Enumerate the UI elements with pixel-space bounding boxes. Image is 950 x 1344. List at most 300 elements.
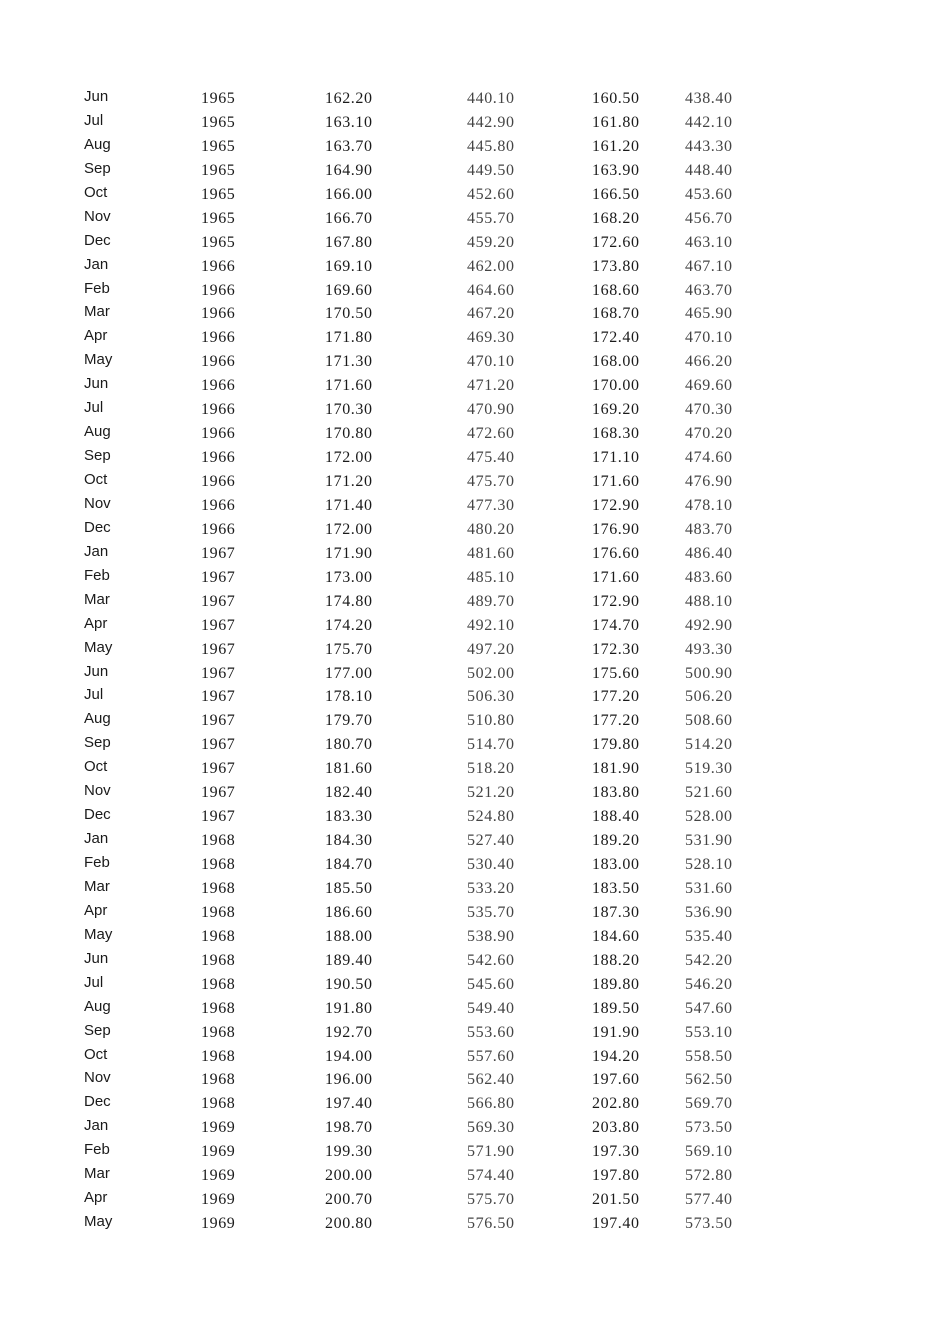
value-cell-3: 173.80	[592, 257, 640, 275]
month-cell: Feb	[84, 854, 110, 871]
value-cell-2: 464.60	[467, 281, 515, 299]
table-row	[0, 853, 950, 877]
value-cell-1: 172.00	[325, 449, 373, 467]
table-row	[0, 350, 950, 374]
year-cell: 1965	[201, 137, 236, 155]
value-cell-3: 194.20	[592, 1047, 640, 1065]
value-cell-1: 172.00	[325, 520, 373, 538]
year-cell: 1967	[201, 616, 236, 634]
value-cell-3: 168.60	[592, 281, 640, 299]
value-cell-3: 203.80	[592, 1119, 640, 1137]
value-cell-4: 531.60	[685, 879, 733, 897]
value-cell-4: 469.60	[685, 377, 733, 395]
value-cell-1: 170.30	[325, 401, 373, 419]
value-cell-1: 163.70	[325, 137, 373, 155]
table-row	[0, 374, 950, 398]
value-cell-1: 188.00	[325, 927, 373, 945]
value-cell-4: 569.10	[685, 1143, 733, 1161]
value-cell-4: 474.60	[685, 449, 733, 467]
value-cell-1: 163.10	[325, 113, 373, 131]
year-cell: 1967	[201, 808, 236, 826]
value-cell-4: 483.70	[685, 520, 733, 538]
value-cell-2: 475.40	[467, 449, 515, 467]
table-row	[0, 638, 950, 662]
month-cell: Sep	[84, 159, 111, 177]
value-cell-4: 470.20	[685, 425, 733, 443]
month-cell: Dec	[84, 1093, 111, 1111]
table-row	[0, 398, 950, 422]
month-cell: Apr	[84, 901, 108, 919]
value-cell-1: 171.20	[325, 473, 373, 490]
value-cell-2: 530.40	[467, 856, 515, 873]
year-cell: 1965	[201, 209, 236, 227]
value-cell-1: 170.80	[325, 425, 373, 443]
month-cell: Jun	[84, 88, 109, 105]
year-cell: 1968	[201, 832, 236, 850]
value-cell-4: 528.00	[685, 808, 733, 826]
table-row	[0, 829, 950, 853]
year-cell: 1969	[201, 1167, 236, 1185]
year-cell: 1967	[201, 664, 236, 682]
table-row	[0, 709, 950, 733]
value-cell-2: 481.60	[467, 544, 515, 562]
table-row	[0, 925, 950, 949]
value-cell-3: 183.80	[592, 784, 640, 802]
year-cell: 1967	[201, 640, 236, 658]
month-cell: Oct	[84, 471, 108, 488]
year-cell: 1968	[201, 1023, 236, 1041]
value-cell-4: 577.40	[685, 1191, 733, 1209]
table-row	[0, 207, 950, 231]
year-cell: 1968	[201, 879, 236, 897]
month-cell: Mar	[84, 1165, 110, 1183]
month-cell: Sep	[84, 734, 111, 752]
value-cell-2: 502.00	[467, 664, 515, 682]
value-cell-2: 445.80	[467, 137, 515, 155]
table-row	[0, 901, 950, 925]
value-cell-2: 469.30	[467, 329, 515, 347]
value-cell-4: 562.50	[685, 1071, 733, 1089]
value-cell-3: 172.90	[592, 496, 640, 514]
month-cell: Feb	[84, 279, 110, 297]
value-cell-1: 178.10	[325, 688, 373, 706]
month-cell: Dec	[84, 231, 111, 249]
year-cell: 1968	[201, 903, 236, 921]
value-cell-4: 514.20	[685, 736, 733, 754]
table-row	[0, 973, 950, 997]
value-cell-1: 184.70	[325, 856, 373, 873]
month-cell: Jul	[84, 111, 104, 129]
value-cell-4: 463.70	[685, 281, 733, 299]
month-cell: Apr	[84, 614, 108, 632]
table-row	[0, 997, 950, 1021]
value-cell-4: 438.40	[685, 90, 733, 107]
year-cell: 1965	[201, 113, 236, 131]
month-cell: Aug	[84, 135, 111, 153]
value-cell-4: 553.10	[685, 1023, 733, 1041]
year-cell: 1966	[201, 281, 236, 299]
month-cell: Sep	[84, 447, 111, 465]
value-cell-3: 191.90	[592, 1023, 640, 1041]
value-cell-3: 183.50	[592, 879, 640, 897]
table-row	[0, 111, 950, 135]
value-cell-1: 190.50	[325, 975, 373, 993]
value-cell-3: 197.30	[592, 1143, 640, 1161]
value-cell-4: 443.30	[685, 137, 733, 155]
year-cell: 1969	[201, 1191, 236, 1209]
value-cell-1: 186.60	[325, 903, 373, 921]
value-cell-1: 175.70	[325, 640, 373, 658]
table-row	[0, 446, 950, 470]
value-cell-2: 459.20	[467, 233, 515, 251]
year-cell: 1967	[201, 784, 236, 802]
month-cell: Apr	[84, 327, 108, 345]
value-cell-3: 201.50	[592, 1191, 640, 1209]
value-cell-1: 174.20	[325, 616, 373, 634]
year-cell: 1966	[201, 329, 236, 347]
year-cell: 1966	[201, 257, 236, 275]
value-cell-3: 189.50	[592, 999, 640, 1017]
value-cell-1: 177.00	[325, 664, 373, 682]
year-cell: 1969	[201, 1143, 236, 1161]
year-cell: 1968	[201, 856, 236, 873]
table-row	[0, 685, 950, 709]
value-cell-2: 489.70	[467, 592, 515, 610]
month-cell: Jun	[84, 375, 109, 393]
value-cell-1: 169.60	[325, 281, 373, 299]
value-cell-2: 527.40	[467, 832, 515, 850]
month-cell: May	[84, 1213, 113, 1231]
table-row	[0, 87, 950, 111]
value-cell-3: 174.70	[592, 616, 640, 634]
value-cell-2: 452.60	[467, 185, 515, 203]
value-cell-1: 182.40	[325, 784, 373, 802]
value-cell-1: 170.50	[325, 305, 373, 323]
table-row	[0, 255, 950, 279]
value-cell-4: 465.90	[685, 305, 733, 323]
table-row	[0, 135, 950, 159]
table-row	[0, 733, 950, 757]
year-cell: 1966	[201, 305, 236, 323]
value-cell-4: 442.10	[685, 113, 733, 131]
table-row	[0, 279, 950, 303]
year-cell: 1966	[201, 520, 236, 538]
value-cell-3: 197.80	[592, 1167, 640, 1185]
month-cell: Aug	[84, 710, 111, 728]
value-cell-1: 174.80	[325, 592, 373, 610]
value-cell-2: 467.20	[467, 305, 515, 323]
month-cell: May	[84, 638, 113, 656]
year-cell: 1968	[201, 999, 236, 1017]
value-cell-3: 176.60	[592, 544, 640, 562]
table-row	[0, 1116, 950, 1140]
value-cell-4: 486.40	[685, 544, 733, 562]
value-cell-3: 176.90	[592, 520, 640, 538]
value-cell-1: 171.30	[325, 353, 373, 371]
month-cell: Aug	[84, 423, 111, 441]
value-cell-3: 187.30	[592, 903, 640, 921]
value-cell-2: 514.70	[467, 736, 515, 754]
table-row	[0, 1140, 950, 1164]
value-cell-2: 569.30	[467, 1119, 515, 1137]
month-cell: Jan	[84, 542, 109, 560]
value-cell-2: 576.50	[467, 1215, 515, 1233]
value-cell-2: 571.90	[467, 1143, 515, 1161]
value-cell-2: 506.30	[467, 688, 515, 706]
value-cell-1: 197.40	[325, 1095, 373, 1113]
month-cell: Jun	[84, 949, 109, 967]
value-cell-4: 528.10	[685, 856, 733, 873]
value-cell-3: 189.80	[592, 975, 640, 993]
value-cell-4: 493.30	[685, 640, 733, 658]
value-cell-4: 488.10	[685, 592, 733, 610]
table-row	[0, 590, 950, 614]
table-row	[0, 1021, 950, 1045]
value-cell-2: 538.90	[467, 927, 515, 945]
value-cell-4: 508.60	[685, 712, 733, 730]
table-row	[0, 518, 950, 542]
value-cell-2: 542.60	[467, 951, 515, 969]
table-row	[0, 470, 950, 494]
year-cell: 1968	[201, 975, 236, 993]
value-cell-3: 175.60	[592, 664, 640, 682]
value-cell-3: 197.60	[592, 1071, 640, 1089]
value-cell-3: 170.00	[592, 377, 640, 395]
value-cell-1: 166.70	[325, 209, 373, 227]
value-cell-4: 535.40	[685, 927, 733, 945]
value-cell-2: 455.70	[467, 209, 515, 227]
value-cell-4: 506.20	[685, 688, 733, 706]
year-cell: 1968	[201, 927, 236, 945]
table-row	[0, 614, 950, 638]
value-cell-3: 179.80	[592, 736, 640, 754]
value-cell-4: 531.90	[685, 832, 733, 850]
month-cell: Oct	[84, 758, 108, 776]
table-row	[0, 566, 950, 590]
value-cell-3: 171.60	[592, 473, 640, 490]
year-cell: 1966	[201, 401, 236, 419]
month-cell: Oct	[84, 1045, 108, 1063]
value-cell-2: 480.20	[467, 520, 515, 538]
month-cell: Jul	[84, 399, 104, 417]
value-cell-2: 470.10	[467, 353, 515, 371]
year-cell: 1966	[201, 473, 236, 490]
data-table	[0, 87, 950, 1236]
year-cell: 1967	[201, 592, 236, 610]
value-cell-4: 547.60	[685, 999, 733, 1017]
year-cell: 1965	[201, 161, 236, 179]
value-cell-1: 194.00	[325, 1047, 373, 1065]
value-cell-3: 202.80	[592, 1095, 640, 1113]
table-row	[0, 1045, 950, 1069]
table-row	[0, 781, 950, 805]
year-cell: 1966	[201, 353, 236, 371]
table-row	[0, 1188, 950, 1212]
value-cell-1: 184.30	[325, 832, 373, 850]
year-cell: 1966	[201, 449, 236, 467]
value-cell-1: 183.30	[325, 808, 373, 826]
value-cell-3: 188.20	[592, 951, 640, 969]
year-cell: 1965	[201, 185, 236, 203]
value-cell-3: 166.50	[592, 185, 640, 203]
value-cell-2: 470.90	[467, 401, 515, 419]
year-cell: 1967	[201, 760, 236, 778]
month-cell: Jul	[84, 686, 104, 704]
value-cell-3: 171.10	[592, 449, 640, 467]
table-row	[0, 1092, 950, 1116]
month-cell: Mar	[84, 590, 110, 608]
value-cell-2: 562.40	[467, 1071, 515, 1089]
table-row	[0, 757, 950, 781]
value-cell-3: 172.40	[592, 329, 640, 347]
value-cell-3: 172.60	[592, 233, 640, 251]
value-cell-2: 440.10	[467, 90, 515, 107]
value-cell-4: 456.70	[685, 209, 733, 227]
value-cell-3: 184.60	[592, 927, 640, 945]
value-cell-2: 533.20	[467, 879, 515, 897]
table-row	[0, 183, 950, 207]
value-cell-2: 449.50	[467, 161, 515, 179]
table-row	[0, 949, 950, 973]
value-cell-2: 553.60	[467, 1023, 515, 1041]
value-cell-2: 557.60	[467, 1047, 515, 1065]
value-cell-2: 471.20	[467, 377, 515, 395]
value-cell-3: 172.90	[592, 592, 640, 610]
value-cell-1: 192.70	[325, 1023, 373, 1041]
value-cell-2: 545.60	[467, 975, 515, 993]
value-cell-4: 521.60	[685, 784, 733, 802]
value-cell-1: 191.80	[325, 999, 373, 1017]
value-cell-1: 171.60	[325, 377, 373, 395]
value-cell-3: 168.20	[592, 209, 640, 227]
month-cell: Jan	[84, 1117, 109, 1135]
month-cell: Aug	[84, 997, 111, 1015]
value-cell-2: 521.20	[467, 784, 515, 802]
month-cell: Nov	[84, 782, 111, 800]
year-cell: 1968	[201, 951, 236, 969]
year-cell: 1967	[201, 712, 236, 730]
month-cell: Jul	[84, 973, 104, 991]
table-row	[0, 877, 950, 901]
table-row	[0, 302, 950, 326]
value-cell-4: 476.90	[685, 473, 733, 490]
value-cell-4: 573.50	[685, 1119, 733, 1137]
year-cell: 1967	[201, 736, 236, 754]
value-cell-1: 179.70	[325, 712, 373, 730]
value-cell-3: 177.20	[592, 688, 640, 706]
value-cell-3: 197.40	[592, 1215, 640, 1233]
table-row	[0, 159, 950, 183]
month-cell: Jan	[84, 830, 109, 848]
year-cell: 1969	[201, 1119, 236, 1137]
month-cell: Feb	[84, 566, 110, 584]
month-cell: Sep	[84, 1021, 111, 1039]
value-cell-4: 466.20	[685, 353, 733, 371]
value-cell-1: 166.00	[325, 185, 373, 203]
value-cell-1: 199.30	[325, 1143, 373, 1161]
value-cell-4: 478.10	[685, 496, 733, 514]
table-row	[0, 231, 950, 255]
value-cell-3: 183.00	[592, 856, 640, 873]
value-cell-3: 177.20	[592, 712, 640, 730]
value-cell-3: 171.60	[592, 568, 640, 586]
value-cell-1: 196.00	[325, 1071, 373, 1089]
value-cell-2: 510.80	[467, 712, 515, 730]
value-cell-2: 535.70	[467, 903, 515, 921]
value-cell-1: 162.20	[325, 90, 373, 107]
month-cell: Jun	[84, 662, 109, 680]
value-cell-1: 198.70	[325, 1119, 373, 1137]
table-row	[0, 542, 950, 566]
table-row	[0, 1068, 950, 1092]
value-cell-3: 168.30	[592, 425, 640, 443]
value-cell-2: 566.80	[467, 1095, 515, 1113]
value-cell-1: 164.90	[325, 161, 373, 179]
month-cell: Nov	[84, 494, 111, 512]
value-cell-1: 173.00	[325, 568, 373, 586]
value-cell-4: 492.90	[685, 616, 733, 634]
month-cell: Jan	[84, 255, 109, 273]
year-cell: 1966	[201, 496, 236, 514]
table-row	[0, 422, 950, 446]
year-cell: 1968	[201, 1047, 236, 1065]
value-cell-4: 448.40	[685, 161, 733, 179]
value-cell-2: 442.90	[467, 113, 515, 131]
month-cell: Nov	[84, 1069, 111, 1087]
value-cell-2: 472.60	[467, 425, 515, 443]
value-cell-1: 171.80	[325, 329, 373, 347]
month-cell: Nov	[84, 207, 111, 225]
value-cell-4: 467.10	[685, 257, 733, 275]
month-cell: Oct	[84, 183, 108, 201]
value-cell-4: 569.70	[685, 1095, 733, 1113]
value-cell-1: 171.90	[325, 544, 373, 562]
month-cell: May	[84, 351, 113, 369]
value-cell-2: 477.30	[467, 496, 515, 514]
value-cell-4: 453.60	[685, 185, 733, 203]
value-cell-2: 497.20	[467, 640, 515, 658]
value-cell-4: 573.50	[685, 1215, 733, 1233]
value-cell-3: 169.20	[592, 401, 640, 419]
value-cell-4: 546.20	[685, 975, 733, 993]
value-cell-4: 572.80	[685, 1167, 733, 1185]
value-cell-3: 161.20	[592, 137, 640, 155]
month-cell: Dec	[84, 806, 111, 824]
value-cell-3: 168.70	[592, 305, 640, 323]
year-cell: 1965	[201, 90, 236, 107]
value-cell-2: 518.20	[467, 760, 515, 778]
value-cell-1: 180.70	[325, 736, 373, 754]
month-cell: Dec	[84, 518, 111, 536]
value-cell-1: 189.40	[325, 951, 373, 969]
value-cell-2: 475.70	[467, 473, 515, 490]
table-row	[0, 662, 950, 686]
value-cell-1: 200.70	[325, 1191, 373, 1209]
value-cell-1: 171.40	[325, 496, 373, 514]
year-cell: 1968	[201, 1095, 236, 1113]
value-cell-2: 575.70	[467, 1191, 515, 1209]
value-cell-4: 470.10	[685, 329, 733, 347]
table-row	[0, 494, 950, 518]
value-cell-4: 483.60	[685, 568, 733, 586]
value-cell-3: 172.30	[592, 640, 640, 658]
year-cell: 1966	[201, 425, 236, 443]
value-cell-1: 200.00	[325, 1167, 373, 1185]
year-cell: 1967	[201, 544, 236, 562]
value-cell-4: 470.30	[685, 401, 733, 419]
value-cell-1: 200.80	[325, 1215, 373, 1233]
value-cell-1: 169.10	[325, 257, 373, 275]
